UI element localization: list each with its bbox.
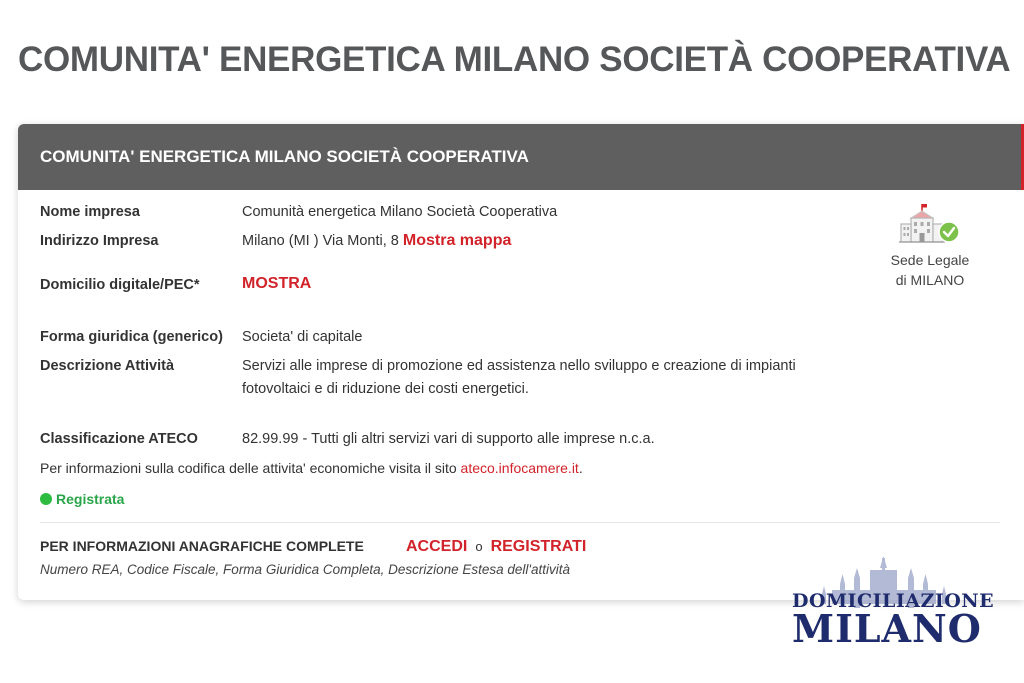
divider [40, 522, 1000, 523]
sede-legale-line2: di MILANO [895, 272, 965, 288]
company-card [18, 124, 1024, 600]
ateco-info-period: . [578, 460, 583, 476]
more-info-description: Numero REA, Codice Fiscale, Forma Giuridica Completa, Descrizione Estesa dell'attività [40, 562, 571, 577]
descrizione-attivita-value: Servizi alle imprese di promozione ed assistenza nello sviluppo e creazione di impianti fotovoltaici e di riduzione dei costi energetici. [242, 358, 796, 397]
sede-legale-badge [880, 202, 980, 290]
logo-text-domiciliazione: DOMICILIAZIONE [792, 590, 995, 612]
ateco-site-link[interactable]: ateco.infocamere.it [460, 460, 579, 476]
logo-text-milano: MILANO [792, 606, 982, 651]
status-dot-icon [40, 493, 52, 505]
indirizzo-row [242, 232, 511, 250]
nome-impresa-label: Nome impresa [40, 204, 140, 220]
mostra-pec-button[interactable]: MOSTRA [242, 275, 312, 292]
accedi-link[interactable]: ACCEDI [406, 538, 468, 555]
mostra-mappa-link[interactable]: Mostra mappa [402, 232, 512, 249]
status-badge [40, 491, 124, 507]
pec-label: Domicilio digitale/PEC* [40, 277, 200, 293]
registrati-link[interactable]: REGISTRATI [490, 538, 587, 555]
forma-giuridica-label: Forma giuridica (generico) [40, 329, 223, 345]
ateco-info-text: Per informazioni sulla codifica delle attivita' economiche visita il sito [40, 460, 457, 476]
status-text: Registrata [56, 491, 125, 507]
building-check-icon [897, 202, 963, 246]
nome-impresa-value: Comunità energetica Milano Società Cooperativa [242, 204, 558, 220]
more-info-row [40, 538, 586, 556]
ateco-label: Classificazione ATECO [40, 431, 198, 447]
indirizzo-label: Indirizzo Impresa [40, 233, 159, 249]
page-title: COMUNITA' ENERGETICA MILANO SOCIETÀ COOPERATIVA [18, 40, 1011, 79]
descrizione-attivita-label: Descrizione Attività [40, 358, 175, 374]
or-separator: o [475, 539, 483, 554]
more-info-label: PER INFORMAZIONI ANAGRAFICHE COMPLETE [40, 538, 364, 554]
domiciliazione-milano-logo [792, 556, 995, 651]
sede-legale-line1: Sede Legale [890, 252, 970, 268]
forma-giuridica-value: Societa' di capitale [242, 329, 363, 345]
indirizzo-value: Milano (MI ) Via Monti, 8 [242, 233, 399, 249]
ateco-value: 82.99.99 - Tutti gli altri servizi vari di supporto alle imprese n.c.a. [242, 431, 655, 447]
ateco-info-line [40, 460, 583, 476]
card-header: COMUNITA' ENERGETICA MILANO SOCIETÀ COOPERATIVA [18, 124, 1024, 190]
